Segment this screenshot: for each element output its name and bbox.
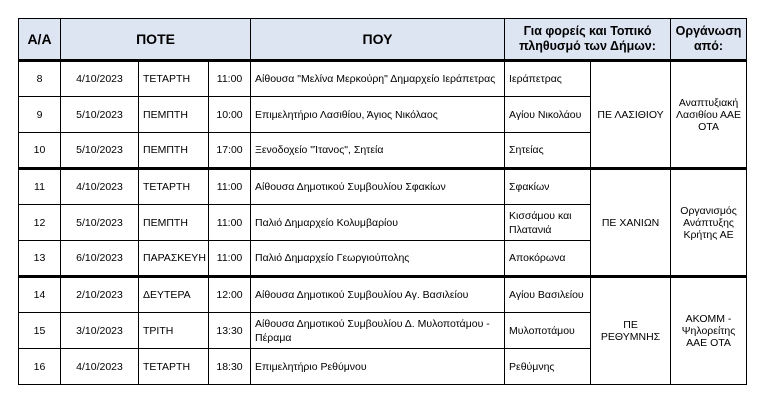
cell-municipality: Ιεράπετρας	[505, 61, 591, 97]
cell-venue: Ξενοδοχείο "Ίτανος", Σητεία	[251, 133, 505, 169]
cell-municipality: Μυλοποτάμου	[505, 313, 591, 349]
cell-municipality: Σητείας	[505, 133, 591, 169]
cell-venue: Επιμελητήριο Ρεθύμνου	[251, 349, 505, 385]
cell-day: ΠΑΡΑΣΚΕΥΗ	[139, 241, 209, 277]
cell-day: ΠΕΜΠΤΗ	[139, 133, 209, 169]
cell-region: ΠΕ ΛΑΣΙΘΙΟΥ	[591, 61, 671, 169]
cell-time: 11:00	[209, 61, 251, 97]
cell-venue: Αίθουσα Δημοτικού Συμβουλίου Σφακίων	[251, 169, 505, 205]
cell-municipality: Αποκόρωνα	[505, 241, 591, 277]
table-row	[19, 277, 747, 313]
cell-day: ΠΕΜΠΤΗ	[139, 97, 209, 133]
cell-municipality: Αγίου Βασιλείου	[505, 277, 591, 313]
cell-date: 5/10/2023	[61, 97, 139, 133]
header-row	[19, 19, 747, 61]
cell-time: 18:30	[209, 349, 251, 385]
cell-date: 4/10/2023	[61, 349, 139, 385]
cell-aa: 16	[19, 349, 61, 385]
cell-aa: 9	[19, 97, 61, 133]
cell-date: 4/10/2023	[61, 169, 139, 205]
cell-aa: 10	[19, 133, 61, 169]
cell-aa: 11	[19, 169, 61, 205]
cell-venue: Παλιό Δημαρχείο Γεωργιούπολης	[251, 241, 505, 277]
cell-municipality: Σφακίων	[505, 169, 591, 205]
cell-municipality: Κισσάμου και Πλατανιά	[505, 205, 591, 241]
cell-organizer: Οργανισμός Ανάπτυξης Κρήτης ΑΕ	[671, 169, 747, 277]
cell-region: ΠΕ ΡΕΘΥΜΝΗΣ	[591, 277, 671, 385]
cell-venue: Παλιό Δημαρχείο Κολυμβαρίου	[251, 205, 505, 241]
cell-aa: 14	[19, 277, 61, 313]
header-foreis: Για φορείς και Τοπικό πληθυσμό των Δήμων:	[505, 19, 671, 61]
cell-venue: Αίθουσα "Μελίνα Μερκούρη" Δημαρχείο Ιεράπετρας	[251, 61, 505, 97]
cell-municipality: Ρεθύμνης	[505, 349, 591, 385]
cell-venue: Αίθουσα Δημοτικού Συμβουλίου Δ. Μυλοποτάμου - Πέραμα	[251, 313, 505, 349]
cell-time: 10:00	[209, 97, 251, 133]
cell-date: 2/10/2023	[61, 277, 139, 313]
cell-day: ΤΕΤΑΡΤΗ	[139, 61, 209, 97]
cell-day: ΤΕΤΑΡΤΗ	[139, 349, 209, 385]
cell-aa: 15	[19, 313, 61, 349]
cell-day: ΠΕΜΠΤΗ	[139, 205, 209, 241]
cell-region: ΠΕ ΧΑΝΙΩΝ	[591, 169, 671, 277]
cell-day: ΔΕΥΤΕΡΑ	[139, 277, 209, 313]
cell-time: 11:00	[209, 169, 251, 205]
cell-time: 11:00	[209, 241, 251, 277]
table-row	[19, 169, 747, 205]
cell-aa: 8	[19, 61, 61, 97]
cell-aa: 13	[19, 241, 61, 277]
cell-date: 6/10/2023	[61, 241, 139, 277]
header-pote: ΠΟΤΕ	[61, 19, 251, 61]
header-aa: Α/Α	[19, 19, 61, 61]
cell-day: ΤΡΙΤΗ	[139, 313, 209, 349]
schedule-table	[18, 18, 747, 385]
cell-time: 13:30	[209, 313, 251, 349]
cell-date: 5/10/2023	[61, 205, 139, 241]
cell-venue: Επιμελητήριο Λασιθίου, Άγιος Νικόλαος	[251, 97, 505, 133]
cell-date: 4/10/2023	[61, 61, 139, 97]
cell-municipality: Αγίου Νικολάου	[505, 97, 591, 133]
cell-organizer: Αναπτυξιακή Λασιθίου ΑΑΕ ΟΤΑ	[671, 61, 747, 169]
cell-time: 12:00	[209, 277, 251, 313]
table-row	[19, 61, 747, 97]
cell-aa: 12	[19, 205, 61, 241]
cell-date: 5/10/2023	[61, 133, 139, 169]
header-pou: ΠΟΥ	[251, 19, 505, 61]
header-organosi: Οργάνωση από:	[671, 19, 747, 61]
cell-date: 3/10/2023	[61, 313, 139, 349]
cell-time: 17:00	[209, 133, 251, 169]
cell-venue: Αίθουσα Δημοτικού Συμβουλίου Αγ. Βασιλείου	[251, 277, 505, 313]
cell-day: ΤΕΤΑΡΤΗ	[139, 169, 209, 205]
cell-organizer: ΑΚΟΜΜ - Ψηλορείτης ΑΑΕ ΟΤΑ	[671, 277, 747, 385]
cell-time: 11:00	[209, 205, 251, 241]
